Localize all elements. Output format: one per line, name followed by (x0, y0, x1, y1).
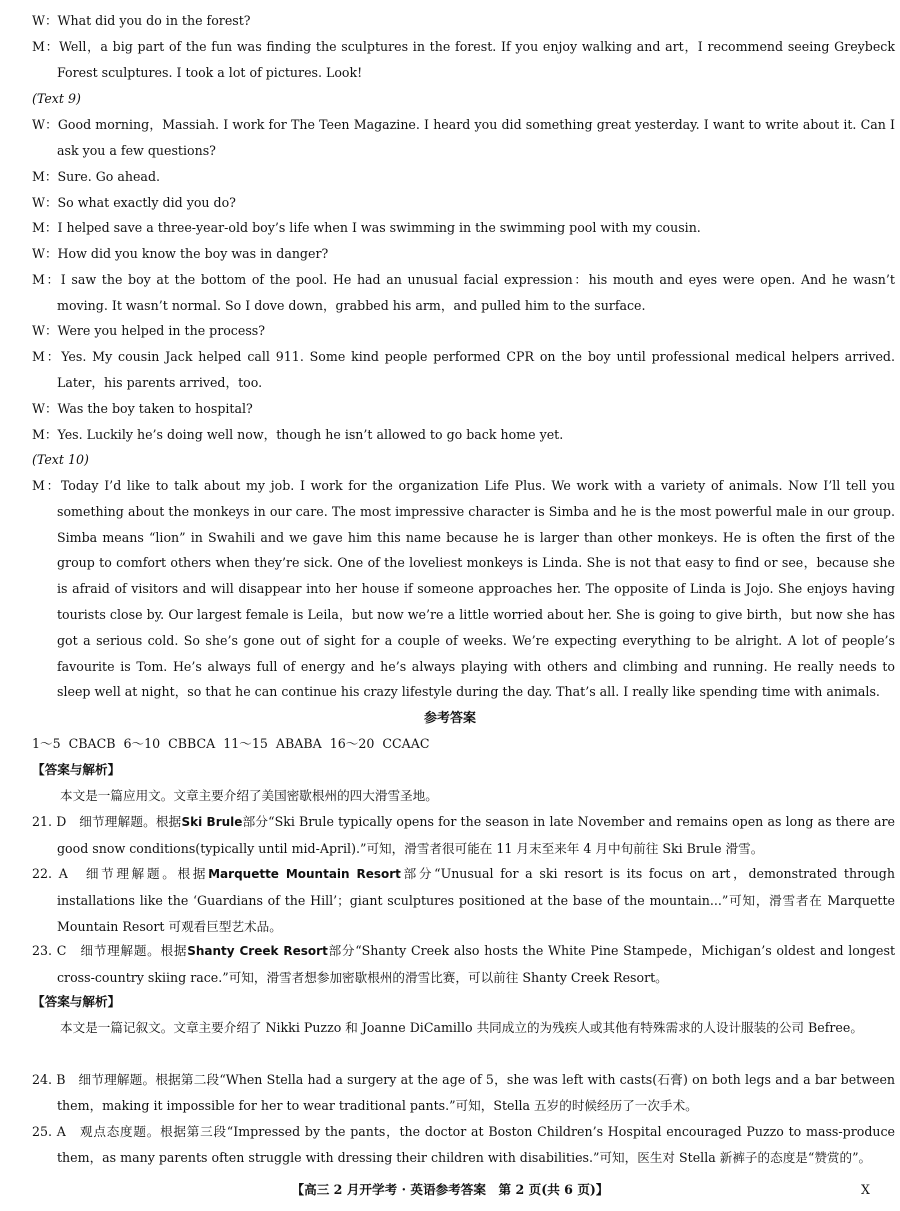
text9-line-6: M：I saw the boy at the bottom of the pool. He had an unusual facial expression：his mouth and eyes were open. And he wasn’t moving. It wasn’t normal. So I dove down，grabbed his arm，and pulled him to the surface. (32, 272, 895, 313)
dialog-line-w-forest: W：What did you do in the forest? (32, 13, 251, 28)
answer-keys: 1～5 CBACB 6～10 CBBCA 11～15 ABABA 16～20 CCAAC (32, 736, 430, 751)
answer-24: 24. B 细节理解题。根据第二段“When Stella had a surgery at the age of 5，she was left with casts(石膏) on both legs and a bar between them，making it impossible for her to wear traditional pants.”可知，Stella 五岁的时候经历了一次手术。 (32, 1072, 896, 1113)
text9-label: (Text 9) (32, 91, 81, 106)
summary-2: 本文是一篇记叙文。文章主要介绍了 Nikki Puzzo 和 Joanne DiCamillo 共同成立的为残疾人或其他有特殊需求的人设计服装的公司 Befree。 (60, 1020, 863, 1035)
text9-line-2: M：Sure. Go ahead. (32, 169, 161, 184)
answer-23: 23. C 细节理解题。根据Shanty Creek Resort部分“Shanty Creek also hosts the White Pine Stampede，Michigan’s oldest and longest cross-country skiing race.”可知，滑雪者想参加密歇根州的滑雪比赛，可以前往 Shanty Creek Resort。 (32, 943, 896, 985)
footer-mark: X (861, 1182, 870, 1197)
analysis-heading-2: 【答案与解析】 (32, 994, 121, 1009)
answer-21: 21. D 细节理解题。根据Ski Brule部分“Ski Brule typically opens for the season in late November and remains open as long as there are good snow conditions(typically until mid-April).”可知，滑雪者很可能在 11 月末至来年 4 月中旬前往 Ski Brule 滑雪。 (32, 814, 895, 856)
text10-monologue: M：Today I’d like to talk about my job. I work for the organization Life Plus. We work with a variety of animals. Now I’ll tell you something about the monkeys in our care. The most impressive character is Simba and he is the most powerful male in our group. Simba means “lion” in Swahili and we gave him this name because he is larger than other monkeys. He is often the first of the group to comfort others when they’re sick. One of the loveliest monkeys is Linda. She is not that easy to find or see，because she is afraid of visitors and will disappear into her house if someone approaches her. The opposite of Linda is Jojo. She enjoys having tourists close by. Our largest female is Leila，but now we’re a little worried about her. She is going to give birth，but now she has got a serious cold. So she’s gone out of sight for a couple of weeks. We’re expecting everything to be alright. A lot of people’s favourite is Tom. He’s always full of energy and he’s always playing with others and climbing and running. He really needs to sleep well at night，so that he can continue his crazy lifestyle during the day. That’s all. I really like spending time with animals. (32, 478, 895, 700)
answer-25: 25. A 观点态度题。根据第三段“Impressed by the pants，the doctor at Boston Children’s Hospital encouraged Puzzo to mass-produce them，as many parents often struggle with dressing their children with disabilities.”可知，医生对 Stella 新裤子的态度是“赞赏的”。 (32, 1124, 895, 1165)
text9-line-4: M：I helped save a three-year-old boy’s life when I was swimming in the swimming pool with my cousin. (32, 220, 701, 235)
text9-line-8: M：Yes. My cousin Jack helped call 911. Some kind people performed CPR on the boy until professional medical helpers arrived. Later，his parents arrived，too. (32, 349, 895, 390)
text9-line-3: W：So what exactly did you do? (32, 195, 236, 210)
answer-22: 22. A 细节理解题。根据Marquette Mountain Resort部分“Unusual for a ski resort is its focus on art，demonstrated through installations like the ‘Guardians of the Hill’；giant sculptures positioned at the base of the mountain...”可知，滑雪者在 Marquette Mountain Resort 可观看巨型艺术品。 (32, 866, 895, 934)
answers-title: 参考答案 (423, 711, 476, 726)
analysis-heading-1: 【答案与解析】 (32, 762, 121, 777)
dialog-line-m-forest: M：Well，a big part of the fun was finding the sculptures in the forest. If you enjoy walking and art，I recommend seeing Greybeck Forest sculptures. I took a lot of pictures. Look! (32, 39, 895, 80)
text9-line-9: W：Was the boy taken to hospital? (32, 401, 253, 416)
text9-line-1: W：Good morning，Massiah. I work for The Teen Magazine. I heard you did something great yesterday. I want to write about it. Can I ask you a few questions? (32, 117, 895, 158)
text9-line-5: W：How did you know the boy was in danger? (32, 246, 329, 261)
text9-line-7: W：Were you helped in the process? (32, 323, 265, 338)
summary-1: 本文是一篇应用文。文章主要介绍了美国密歇根州的四大滑雪圣地。 (60, 788, 438, 803)
page-footer: 【高三 2 月开学考 · 英语参考答案 第 2 页(共 6 页)】 (291, 1182, 609, 1197)
text10-label: (Text 10) (32, 452, 89, 467)
text9-line-10: M：Yes. Luckily he’s doing well now，though he isn’t allowed to go back home yet. (32, 427, 564, 442)
